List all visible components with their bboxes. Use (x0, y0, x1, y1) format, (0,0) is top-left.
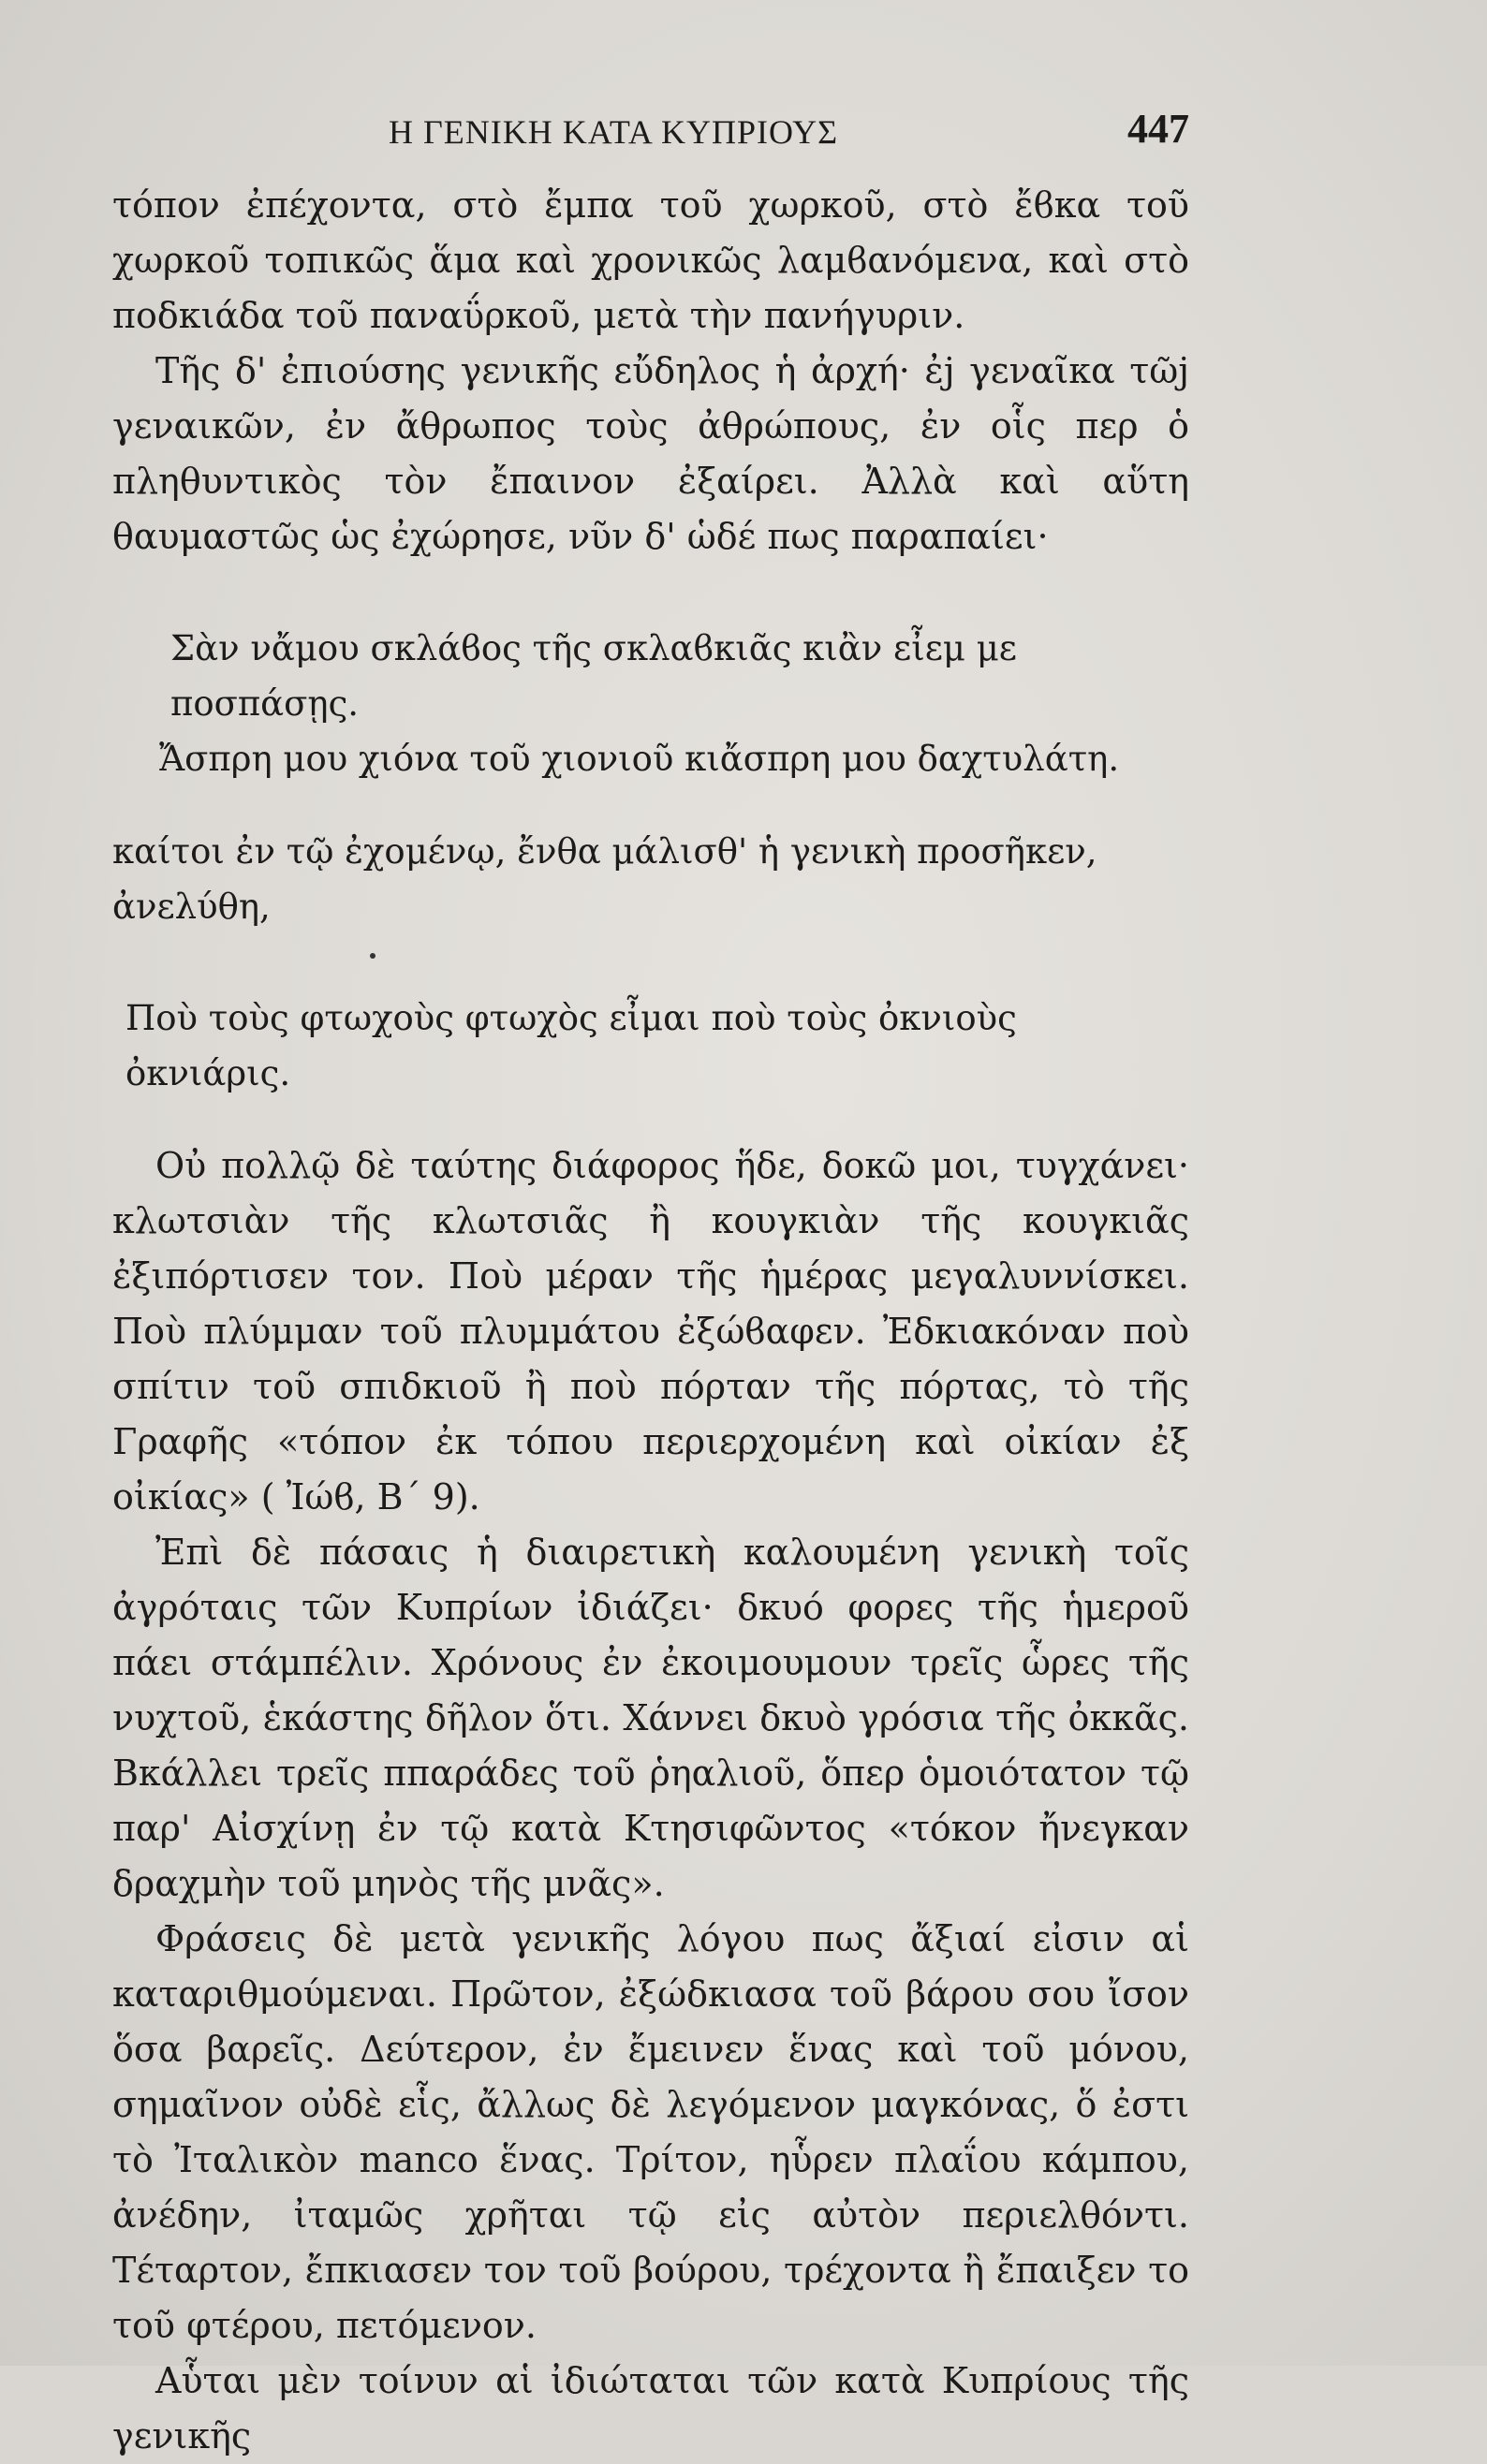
running-title: Η ΓΕΝΙΚΗ ΚΑΤΑ ΚΥΠΡΙΟΥΣ (389, 113, 839, 151)
paragraph-5: Ἐπὶ δὲ πάσαις ἡ διαιρετικὴ καλουμένη γενικὴ τοῖς ἀγρόταις τῶν Κυπρίων ἰδιάζει· δκυό φορες τῆς ἡμεροῦ πάει στάμπέλιν. Χρόνους ἐν ἐκοιμουμουν τρεῖς ὧρες τῆς νυχτοῦ, ἑκάστης δῆλον ὅτι. Χάννει δκυὸ γρόσια τῆς ὀκκᾶς. Βκάλλει τρεῖς ππαράδες τοῦ ῥηαλιοῦ, ὅπερ ὁμοιότατον τῷ παρ' Αἰσχίνῃ ἐν τῷ κατὰ Κτησιφῶντος «τόκον ἤνεγκαν δραχμὴν τοῦ μηνὸς τῆς μνᾶς». (112, 1532, 1189, 1904)
verse-line-2: Ἄσπρη μου χιόνα τοῦ χιονιοῦ κιἄσπρη μου δαχτυλάτη. (159, 739, 1120, 779)
verse-line-3: Ποὺ τοὺς φτωχοὺς φτωχὸς εἶμαι ποὺ τοὺς ὀκνιοὺς ὀκνιάρις. (125, 998, 1017, 1093)
paragraph-6: Φράσεις δὲ μετὰ γενικῆς λόγου πως ἄξιαί εἰσιν αἱ καταριθμούμεναι. Πρῶτον, ἐξώδκιασα τοῦ βάρου σου ἴσον ὅσα βαρεῖς. Δεύτερον, ἐν ἔμεινεν ἕνας καὶ τοῦ μόνου, σημαῖνον οὐδὲ εἷς, ἄλλως δὲ λεγόμενον μαγκόνας, ὅ ἐστι τὸ Ἰταλικὸν manco ἕνας. Τρίτον, ηὗρεν πλαΐου κάμπου, ἀνέδην, ἰταμῶς χρῆται τῷ εἰς αὐτὸν περιελθόντι. Τέταρτον, ἔπκιασεν τον τοῦ βούρου, τρέχοντα ἢ ἔπαιξεν το τοῦ φτέρου, πετόμενον. (112, 1918, 1189, 2346)
paragraph-7: Αὗται μὲν τοίνυν αἱ ἰδιώταται τῶν κατὰ Κυπρίους τῆς γενικῆς (112, 2360, 1189, 2457)
body-text (112, 178, 1189, 2464)
spacer (112, 565, 1189, 621)
paragraph-4: Οὐ πολλῷ δὲ ταύτης διάφορος ἥδε, δοκῶ μοι, τυγχάνει· κλωτσιὰν τῆς κλωτσιᾶς ἢ κουγκιὰν τῆς κουγκιᾶς ἐξιπόρτισεν τον. Ποὺ μέραν τῆς ἡμέρας μεγαλυννίσκει. Ποὺ πλύμμαν τοῦ πλυμμάτου ἐξώϐαφεν. Ἐδκιακόναν ποὺ σπίτιν τοῦ σπιδκιοῦ ἢ ποὺ πόρταν τῆς πόρτας, τὸ τῆς Γραφῆς «τόπον ἐκ τόπου περιερχομένη καὶ οἰκίαν ἐξ οἰκίας» ( Ἰώϐ, Β΄ 9). (112, 1145, 1189, 1518)
page-header (112, 105, 1189, 161)
paragraph-2: Τῆς δ' ἐπιούσης γενικῆς εὔδηλος ἡ ἀρχή· ἐj γεναῖκα τῶj γεναικῶν, ἐν ἄθρωπος τοὺς ἀθρώπους, ἐν οἷς περ ὁ πληθυντικὸς τὸν ἔπαινον ἐξαίρει. Ἀλλὰ καὶ αὕτη θαυμαστῶς ὡς ἐχώρησε, νῦν δ' ὡδέ πως παραπαίει· (112, 350, 1189, 557)
page-number: 447 (1127, 106, 1189, 152)
paragraph-1: τόπον ἐπέχοντα, στὸ ἔμπα τοῦ χωρκοῦ, στὸ ἔϐκα τοῦ χωρκοῦ τοπικῶς ἅμα καὶ χρονικῶς λαμϐανόμενα, καὶ στὸ ποδκιάδα τοῦ παναΰρκοῦ, μετὰ τὴν πανήγυριν. (112, 184, 1189, 336)
spacer (112, 1101, 1189, 1138)
spacer (112, 786, 1189, 824)
spacer (112, 934, 1189, 990)
paragraph-3: καίτοι ἐν τῷ ἐχομένῳ, ἔνθα μάλισθ' ἡ γενικὴ προσῆκεν, ἀνελύθη, (112, 831, 1097, 927)
print-speck (370, 953, 375, 959)
verse-line-1: Σὰν νἄμου σκλάϐος τῆς σκλαϐκιᾶς κιἂν εἶεμ με ποσπάσῃς. (170, 628, 1017, 724)
